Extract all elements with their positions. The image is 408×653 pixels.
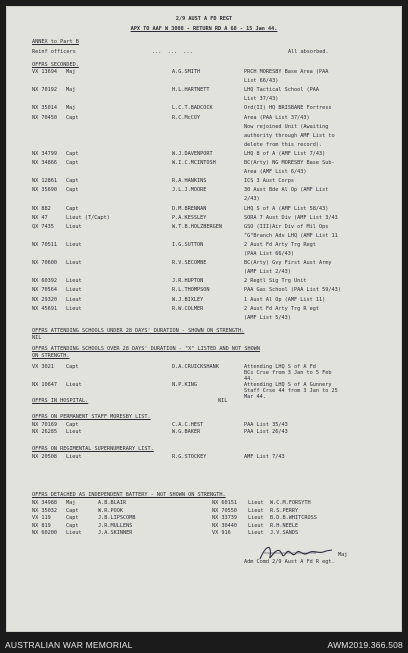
row-rank-b: Lieut xyxy=(248,530,264,536)
row-name: A.B.BLAIR xyxy=(98,500,127,506)
row-name-b: R.S.PERRY xyxy=(270,507,299,514)
row-rank: Capt xyxy=(66,522,79,529)
row-name: C.A.C.HEST xyxy=(172,422,204,428)
hospital-nil: NIL xyxy=(218,398,228,404)
row-rank: Maj xyxy=(66,500,76,506)
row-number: NX 35014 xyxy=(32,105,57,112)
row-rank: Lieut xyxy=(66,428,82,435)
row-note: PAA List 35/43 xyxy=(244,422,288,428)
row-number: VX 13694 xyxy=(32,69,57,75)
section-title-schools-under: OFFRS ATTENDING SCHOOLS UNDER 28 DAYS' DURATION - SHOWN ON STRENGTH. xyxy=(32,328,245,334)
row-note: (AMF List 5/43) xyxy=(244,314,291,321)
row-name: I.G.SUTTON xyxy=(172,241,204,248)
row-name: L.C.T.BADCOCK xyxy=(172,105,213,112)
footer-right: AWM2019.366.508 xyxy=(327,640,403,650)
row-rank: Lieut (T/Capt) xyxy=(66,214,110,221)
row-number: NX 34799 xyxy=(32,150,57,157)
row-number: VX 3021 xyxy=(32,364,54,370)
row-number: NX 29320 xyxy=(32,296,57,303)
row-note: 44. xyxy=(244,375,254,382)
annex-label: ANNEX to Part B xyxy=(32,39,79,45)
row-rank-b: Lieut xyxy=(248,507,264,514)
row-note: delete from this record). xyxy=(244,141,323,148)
row-name: A.G.SMITH xyxy=(172,69,201,75)
row-note: List 66/43) xyxy=(244,78,279,85)
row-rank: Capt xyxy=(66,160,79,166)
row-name: R.L.THOMPSON xyxy=(172,287,210,294)
row-note: AMF List 7/43 xyxy=(244,454,285,460)
row-rank: Lieut xyxy=(66,260,82,267)
row-rank-b: Lieut xyxy=(248,522,264,529)
row-name: N.P.KING xyxy=(172,381,197,388)
row-note: ICS 3 Aust Corps xyxy=(244,178,294,185)
row-note: 30 Aust Bde Al Op (AMF List xyxy=(244,187,329,194)
row-name: J.B.LIPSCOMB xyxy=(98,515,136,521)
row-number: NX 34988 xyxy=(32,500,57,506)
section-title-seconded: OFFRS SECONDED. xyxy=(32,62,79,68)
row-number: NX 60200 xyxy=(32,530,57,536)
row-rank: Maj xyxy=(66,69,76,75)
footer-bar xyxy=(0,638,408,653)
row-number: NX 882 xyxy=(32,205,51,212)
row-note: PAA List 26/43 xyxy=(244,428,288,435)
row-name: R.V.SECOMBE xyxy=(172,260,207,267)
row-number-b: NX 60151 xyxy=(212,500,237,506)
row-number: NX 35690 xyxy=(32,187,57,194)
row-rank: Maj xyxy=(66,105,76,112)
row-rank: Capt xyxy=(66,507,79,514)
row-rank: Capt xyxy=(66,515,79,521)
row-note: 2 Aust Fd Arty Trg R egt xyxy=(244,305,319,312)
row-number: NX 60392 xyxy=(32,278,57,285)
row-rank-b: Lieut xyxy=(248,500,264,506)
row-name: W.I.C.MCINTOSH xyxy=(172,160,216,166)
row-rank: Capt xyxy=(66,364,79,370)
row-number: NX 70564 xyxy=(32,287,57,294)
row-name: J.R.MULLENS xyxy=(98,522,133,529)
row-name: J.A.SKINNER xyxy=(98,530,133,536)
row-number: NX 70600 xyxy=(32,260,57,267)
row-name-b: R.H.NEELE xyxy=(270,522,299,529)
row-note: LHQ Tactical School (PAA xyxy=(244,87,319,94)
row-number: NX 47 xyxy=(32,214,48,221)
row-rank: Maj xyxy=(66,87,76,94)
row-name: W.G.BAKER xyxy=(172,428,201,435)
row-rank: Capt xyxy=(66,187,79,194)
row-name: R.G.STOCKEY xyxy=(172,454,207,460)
row-number: NX 70169 xyxy=(32,422,57,428)
row-name: P.A.KESSLEY xyxy=(172,214,207,221)
row-note: PRCH MORESBY Base Area (PAA xyxy=(244,69,329,75)
row-note: Area (PAA List 37/43) xyxy=(244,114,310,121)
row-name: W.R.POOK xyxy=(98,507,123,514)
row-name-b: B.D.B.WHITCROSS xyxy=(270,515,317,521)
row-note: LHQ 8 of A (AMF List 7/43) xyxy=(244,150,326,157)
row-name-b: J.V.SANDS xyxy=(270,530,299,536)
row-rank: Capt xyxy=(66,178,79,185)
row-number: NX 70192 xyxy=(32,87,57,94)
document-page xyxy=(6,6,402,632)
row-note: Ord(II) HQ BRISBANE Fortress xyxy=(244,105,332,112)
row-number: NX 35032 xyxy=(32,507,57,514)
row-note: (AMF List 2/43) xyxy=(244,269,291,276)
row-number: NX 45691 xyxy=(32,305,57,312)
row-number: NX 819 xyxy=(32,522,51,529)
row-note: 2/43) xyxy=(244,196,260,203)
row-number: NX 34866 xyxy=(32,160,57,166)
row-name-b: W.C.M.FORSYTH xyxy=(270,500,311,506)
section-title-schools-over-2: ON STRENGTH. xyxy=(32,353,70,359)
row-number: NX 20508 xyxy=(32,454,57,460)
section-title-supernumerary: OFFRS ON REGIMENTAL SUPERNUMERARY LIST. xyxy=(32,446,154,452)
row-note: Mar 44. xyxy=(244,393,266,400)
section-title-schools-over: OFFRS ATTENDING SCHOOLS OVER 28 DAYS' DURATION - "X" LISTED AND NOT SHOWN xyxy=(32,346,260,352)
row-rank: Lieut xyxy=(66,381,82,388)
row-note: BCs Crse from 3 Jan to 5 Feb xyxy=(244,369,332,376)
reinf-dots: ... ... ... xyxy=(152,49,193,55)
row-rank: Capt xyxy=(66,114,79,121)
row-number-b: VX 916 xyxy=(212,530,231,536)
row-note: GSO (III)Air Div of Mil Ops xyxy=(244,223,329,230)
row-note: Staff Crse 44 from 3 Jan to 25 xyxy=(244,387,338,394)
row-name: R.C.McCOY xyxy=(172,114,201,121)
sign-rank: Maj xyxy=(338,552,348,558)
row-number-b: NX 70550 xyxy=(212,507,237,514)
row-name: J.L.J.MOORE xyxy=(172,187,207,194)
row-note: BC(Arty) NG MORESBY Base Sub- xyxy=(244,160,335,166)
row-number-b: NX 33739 xyxy=(212,515,237,521)
footer-left: AUSTRALIAN WAR MEMORIAL xyxy=(5,640,133,650)
row-rank: Lieut xyxy=(66,530,82,536)
row-note: PAA Gas School (PAA List 59/43) xyxy=(244,287,341,294)
row-number: VX 119 xyxy=(32,515,51,521)
row-note: Now rejoined Unit (Awaiting xyxy=(244,123,329,130)
row-number: NX 70511 xyxy=(32,241,57,248)
row-number-b: NX 30440 xyxy=(212,522,237,529)
row-note: SORA 7 Aust Div (AMF List 3/43 xyxy=(244,214,338,221)
section-title-permanent-staff: OFFRS ON PERMANENT STAFF MORESBY LIST. xyxy=(32,414,151,420)
row-note: Attending LHQ S of A Gunnery xyxy=(244,381,332,388)
row-rank: Lieut xyxy=(66,287,82,294)
row-note: 2 Aust Fd Arty Trg Regt xyxy=(244,241,316,248)
row-note: List 37/43) xyxy=(244,96,279,103)
section-title-hospital: OFFRS IN HOSPITAL. xyxy=(32,398,89,404)
row-number: NX 70450 xyxy=(32,114,57,121)
row-rank: Lieut xyxy=(66,223,82,230)
section-title-detached: OFFRS DETACHED AS INDEPENDENT BATTERY - NOT SHOWN ON STRENGTH. xyxy=(32,492,226,498)
row-rank: Capt xyxy=(66,205,79,212)
row-name: D.M.BRENNAN xyxy=(172,205,207,212)
row-note: (PAA List 66/43) xyxy=(244,251,294,257)
row-rank: Lieut xyxy=(66,241,82,248)
doc-title: 2/9 AUST A FD REGT xyxy=(175,16,233,22)
row-name: W.J.DAVENPORT xyxy=(172,150,213,157)
row-rank: Capt xyxy=(66,422,79,428)
row-note: 2 Regtl Sig Trg Unit xyxy=(244,278,307,285)
row-note: "G"Branch Adv LHQ (AMF List 11 xyxy=(244,232,338,239)
row-rank-b: Lieut xyxy=(248,515,264,521)
row-rank: Lieut xyxy=(66,305,82,312)
row-number: NX 26285 xyxy=(32,428,57,435)
row-number: NX 10647 xyxy=(32,381,57,388)
row-rank: Lieut xyxy=(66,454,82,460)
row-number: QX 7435 xyxy=(32,223,54,230)
row-rank: Lieut xyxy=(66,296,82,303)
reinf-label: Reinf officers xyxy=(32,49,76,55)
row-name: D.A.CRUICKSHANK xyxy=(172,364,219,370)
row-note: BC(Arty) Gvy First Aust Army xyxy=(244,260,332,267)
row-name: W.T.B.HOLZBERGEN xyxy=(172,223,222,230)
row-note: Area (AMF List 6/43) xyxy=(244,169,307,176)
row-name: R.A.HANKINS xyxy=(172,178,207,185)
row-name: H.L.HARTNETT xyxy=(172,87,210,94)
reinf-value: All absorbed. xyxy=(288,49,329,55)
sign-unit: Adm Comd 2/9 Aust A Fd R egt. xyxy=(244,559,335,565)
row-note: LHQ S of A (AMF List 58/43) xyxy=(244,205,329,212)
row-rank: Lieut xyxy=(66,278,82,285)
row-note: Attending LHQ S of A Fd xyxy=(244,364,316,370)
row-name: J.R.HUPTON xyxy=(172,278,204,285)
row-rank: Capt xyxy=(66,150,79,157)
row-note: 1 Aust Al Op (AMF List 11) xyxy=(244,296,326,303)
row-note: authority through AMF List to xyxy=(244,132,335,139)
row-name: W.J.BIXLEY xyxy=(172,296,204,303)
schools-under-nil: NIL xyxy=(32,335,42,341)
row-name: R.W.COLMER xyxy=(172,305,204,312)
row-number: NX 12861 xyxy=(32,178,57,185)
doc-subtitle: APX TO AAF W 3008 - RETURN RD A 68 - 15 Jan 44. xyxy=(130,26,278,32)
